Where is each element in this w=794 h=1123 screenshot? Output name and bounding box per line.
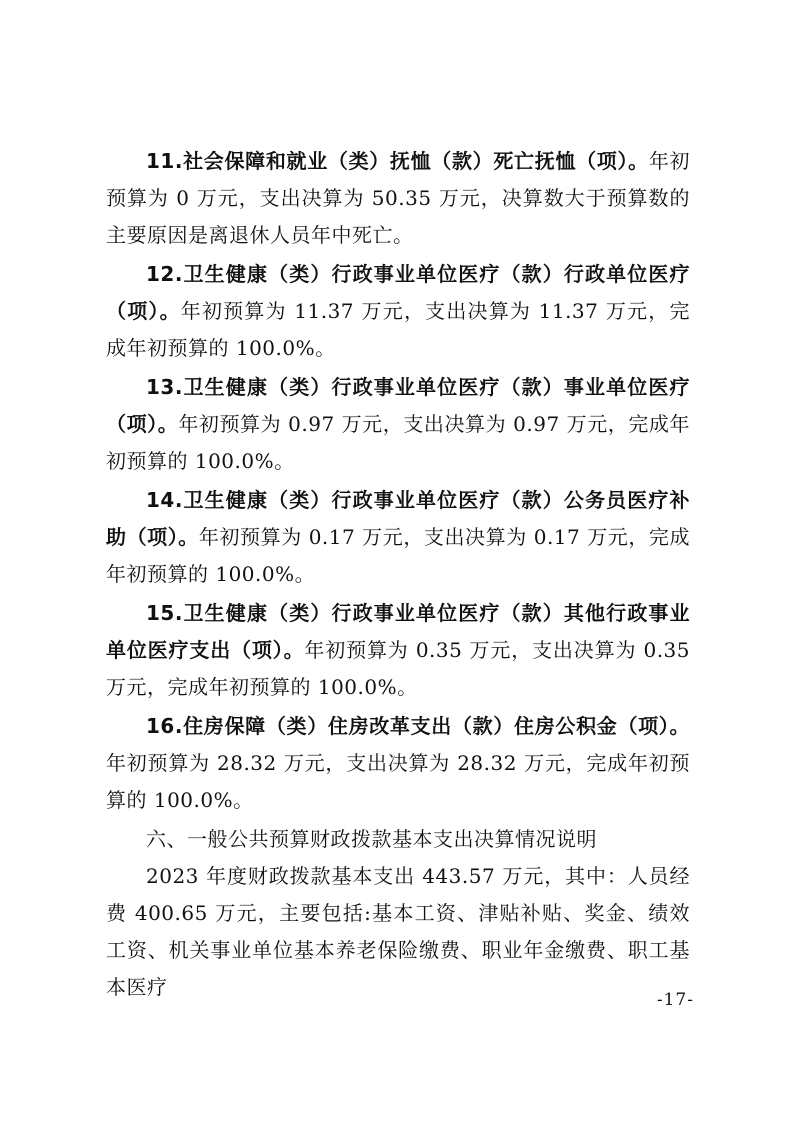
item-15 [106,595,690,706]
section-heading: 六、一般公共预算财政拨款基本支出决算情况说明 [146,827,597,851]
item-body: 年初预算为 0.35 万元，支出决算为 0.35 万元，完成年初预算的 100.0%。 [106,638,691,699]
item-title: 11.社会保障和就业（类）抚恤（款）死亡抚恤（项）。 [146,149,649,173]
page-number: -17- [656,990,694,1010]
item-12 [106,256,690,367]
item-body: 年初预算为 28.32 万元，支出决算为 28.32 万元，完成年初预算的 100.0%。 [106,751,690,812]
item-body: 年初预算为 11.37 万元，支出决算为 11.37 万元，完成年初预算的 100.0%。 [106,299,690,360]
document-page [106,143,690,1008]
item-13 [106,369,690,480]
section-body: 2023 年度财政拨款基本支出 443.57 万元，其中：人员经费 400.65 万元，主要包括:基本工资、津贴补贴、奖金、绩效工资、机关事业单位基本养老保险缴费、职业年金缴费、职工基本医疗 [106,864,690,999]
item-11 [106,143,690,254]
item-body: 年初预算为 0.97 万元，支出决算为 0.97 万元，完成年初预算的 100.0%。 [106,412,690,473]
item-title: 12.卫生健康（类）行政事业单位医疗（款）行政单位医疗（项）。 [106,262,690,323]
item-body: 年初预算为 0.17 万元，支出决算为 0.17 万元，完成年初预算的 100.0%。 [106,525,690,586]
item-14 [106,482,690,593]
item-title: 16.住房保障（类）住房改革支出（款）住房公积金（项）。 [146,714,690,738]
item-body: 年初预算为 0 万元，支出决算为 50.35 万元，决算数大于预算数的主要原因是离退休人员年中死亡。 [106,149,690,247]
item-title: 15.卫生健康（类）行政事业单位医疗（款）其他行政事业单位医疗支出（项）。 [106,601,690,662]
item-title: 14.卫生健康（类）行政事业单位医疗（款）公务员医疗补助（项）。 [106,488,690,549]
item-16 [106,708,690,819]
item-title: 13.卫生健康（类）行政事业单位医疗（款）事业单位医疗（项）。 [106,375,690,436]
